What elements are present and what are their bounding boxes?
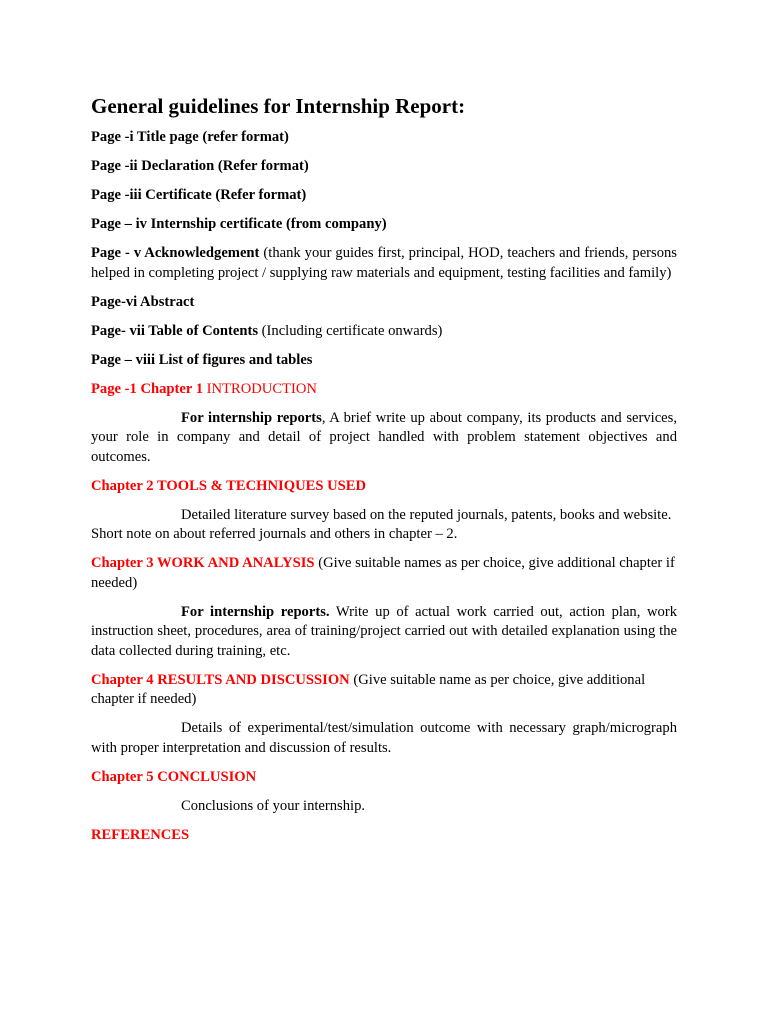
page-i-item <box>91 128 677 148</box>
chapter-1-body-bold: For internship reports <box>181 409 322 426</box>
page-v-note: (thank your guides first, principal, HOD, teachers and friends, persons helped in completing project / supplying raw materials and equipment, testing facilities and family) <box>91 245 677 281</box>
chapter-2-body: Detailed literature survey based on the reputed journals, patents, books and website. Short note on about referred journals and others in chapter – 2. <box>91 506 672 542</box>
chapter-5-title: Chapter 5 CONCLUSION <box>91 768 257 785</box>
page-vi-label: Page-vi Abstract <box>91 293 195 310</box>
page-viii-label: Page – viii List of figures and tables <box>91 351 313 368</box>
page-vii-label: Page- vii Table of Contents <box>91 322 259 339</box>
chapter-1-title: INTRODUCTION <box>206 380 317 397</box>
chapter-4-heading <box>91 671 677 710</box>
page-ii-label: Page -ii Declaration (Refer format) <box>91 158 309 174</box>
chapter-1-heading <box>91 380 677 400</box>
chapter-5-heading <box>91 768 677 788</box>
chapter-2-title: Chapter 2 TOOLS & TECHNIQUES USED <box>91 477 367 494</box>
page-iv-label: Page – iv Internship certificate (from company) <box>91 216 387 232</box>
references-title: REFERENCES <box>91 826 190 843</box>
page-vi-item <box>91 293 677 313</box>
page-vii-item <box>91 322 677 342</box>
chapter-5-body: Conclusions of your internship. <box>181 797 366 814</box>
chapter-1-prefix: Page -1 Chapter 1 <box>91 380 207 397</box>
chapter-1-body <box>91 409 677 468</box>
references-heading <box>91 826 677 846</box>
chapter-1-body-text: , A brief write up about company, its products and services, your role in company and detail of project handled with problem statement objectives and outcomes. <box>91 409 677 465</box>
page-v-item <box>91 244 677 283</box>
page-iv-item <box>91 215 677 235</box>
chapter-3-body-text: Write up of actual work carried out, action plan, work instruction sheet, procedures, area of training/project carried out with detailed explanation using the data collected during training, etc. <box>91 603 677 659</box>
page-v-label: Page - v Acknowledgement <box>91 245 260 261</box>
chapter-3-heading <box>91 554 677 593</box>
chapter-4-body: Details of experimental/test/simulation outcome with necessary graph/micrograph with proper interpretation and discussion of results. <box>91 720 677 756</box>
page-vii-note: (Including certificate onwards) <box>258 322 443 339</box>
chapter-3-note: (Give suitable names as per choice, give additional chapter if needed) <box>91 555 675 591</box>
page-i-label: Page -i Title page (refer format) <box>91 129 289 145</box>
page-ii-item <box>91 157 677 177</box>
page-iii-label: Page -iii Certificate (Refer format) <box>91 187 307 203</box>
chapter-3-title: Chapter 3 WORK AND ANALYSIS <box>91 555 315 571</box>
document-title: General guidelines for Internship Report: <box>91 94 466 118</box>
chapter-3-body <box>91 603 677 662</box>
chapter-3-body-bold: For internship reports. <box>181 603 330 620</box>
page-viii-item <box>91 351 677 371</box>
chapter-4-note: (Give suitable name as per choice, give additional chapter if needed) <box>91 671 646 707</box>
page-iii-item <box>91 186 677 206</box>
chapter-2-heading <box>91 477 677 497</box>
chapter-4-title: Chapter 4 RESULTS AND DISCUSSION <box>91 671 350 688</box>
